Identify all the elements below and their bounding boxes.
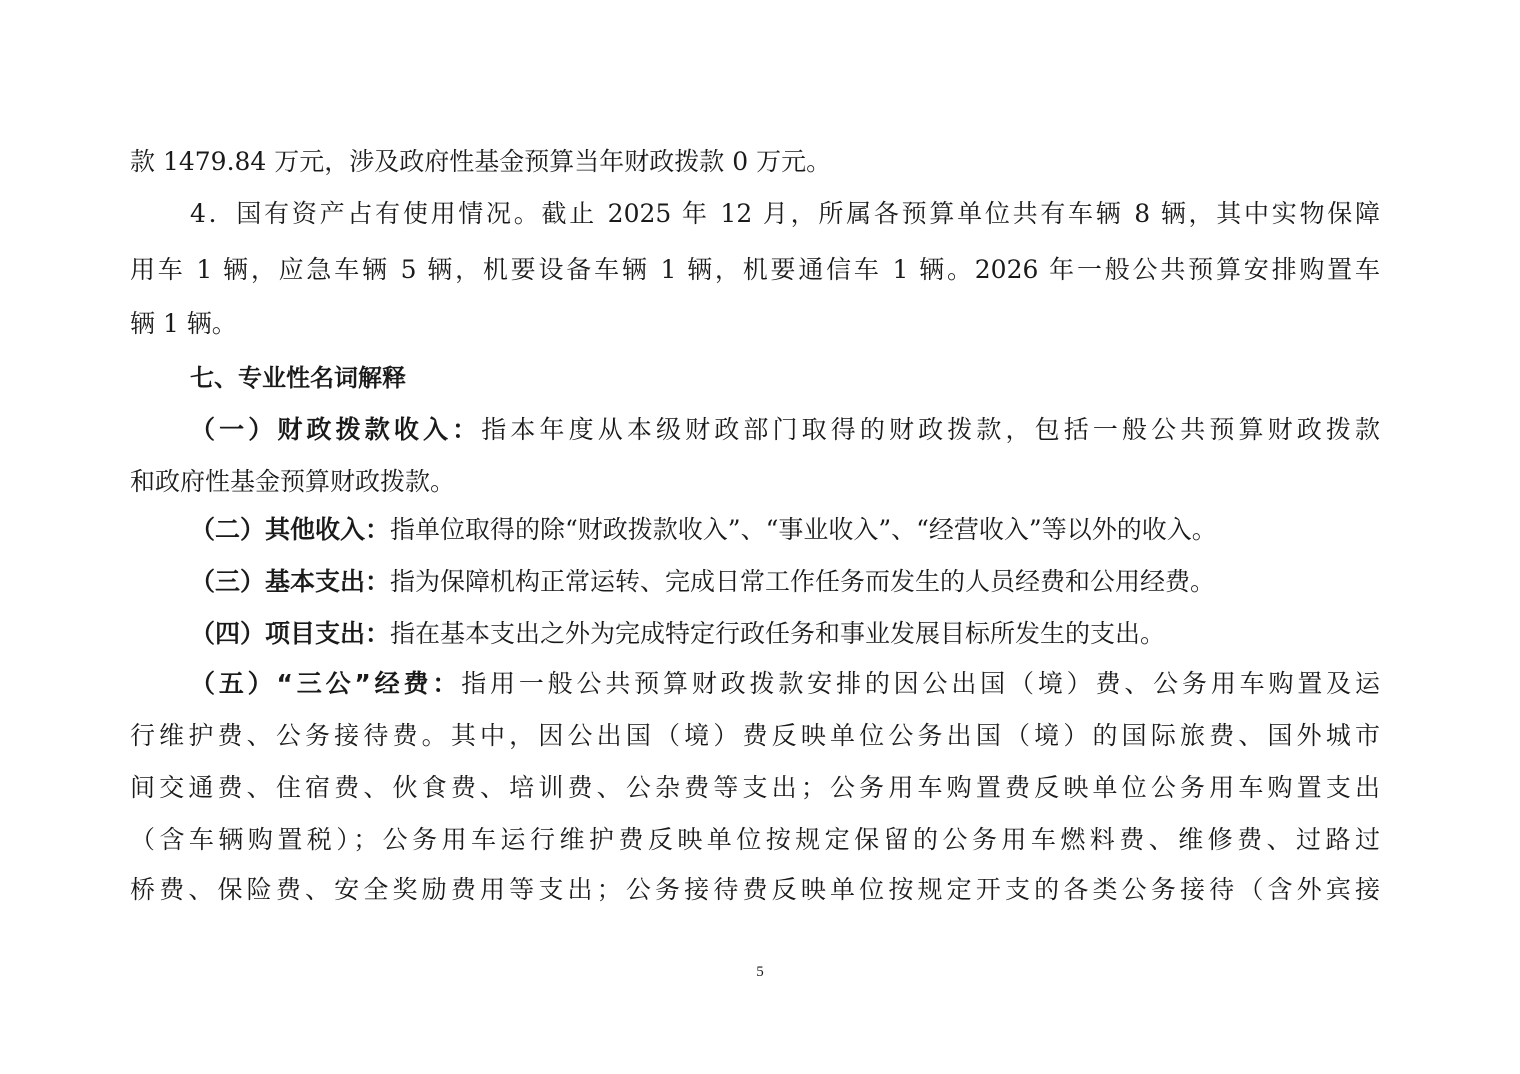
definition-text: 指在基本支出之外为完成特定行政任务和事业发展目标所发生的支出。 (390, 619, 1166, 648)
definition-text: 指本年度从本级财政部门取得的财政拨款，包括一般公共预算财政拨款 (481, 415, 1380, 444)
definition-line (190, 412, 1380, 448)
paragraph-line: 用车 1 辆，应急车辆 5 辆，机要设备车辆 1 辆，机要通信车 1 辆。2026 年一般公共预算安排购置车 (130, 255, 1380, 284)
paragraph-line: （含车辆购置税）；公务用车运行维护费反映单位按规定保留的公务用车燃料费、维修费、过路过 (130, 825, 1380, 854)
definition-text: 指为保障机构正常运转、完成日常工作任务而发生的人员经费和公用经费。 (390, 567, 1216, 596)
definition-text: 指用一般公共预算财政拨款安排的因公出国（境）费、公务用车购置及运 (461, 669, 1380, 698)
paragraph-line: 辆 1 辆。 (130, 309, 237, 338)
definition-text: 指单位取得的除“财政拨款收入”、“事业收入”、“经营收入”等以外的收入。 (390, 515, 1217, 544)
definition-term: （三）基本支出： (190, 567, 391, 596)
paragraph-line: 和政府性基金预算财政拨款。 (130, 467, 456, 496)
paragraph-line: 桥费、保险费、安全奖励费用等支出；公务接待费反映单位按规定开支的各类公务接待（含外宾接 (130, 875, 1380, 904)
page-number: 5 (756, 964, 764, 980)
paragraph-line: 4．国有资产占有使用情况。截止 2025 年 12 月，所属各预算单位共有车辆 8 辆，其中实物保障 (190, 199, 1380, 228)
paragraph-line: 款 1479.84 万元，涉及政府性基金预算当年财政拨款 0 万元。 (130, 147, 832, 176)
paragraph-line: 间交通费、住宿费、伙食费、培训费、公杂费等支出；公务用车购置费反映单位公务用车购置支出 (130, 773, 1380, 802)
definition-line (190, 564, 1215, 600)
section-heading: 七、专业性名词解释 (190, 364, 406, 392)
definition-term: （四）项目支出： (190, 619, 391, 648)
definition-term: （二）其他收入： (190, 515, 391, 544)
definition-term: （一）财政拨款收入： (190, 415, 482, 444)
definition-line (190, 512, 1217, 548)
paragraph-line: 行维护费、公务接待费。其中，因公出国（境）费反映单位公务出国（境）的国际旅费、国外城市 (130, 721, 1380, 750)
definition-line (190, 616, 1165, 652)
definition-line (190, 666, 1380, 702)
definition-term: （五）“三公”经费： (190, 669, 462, 698)
